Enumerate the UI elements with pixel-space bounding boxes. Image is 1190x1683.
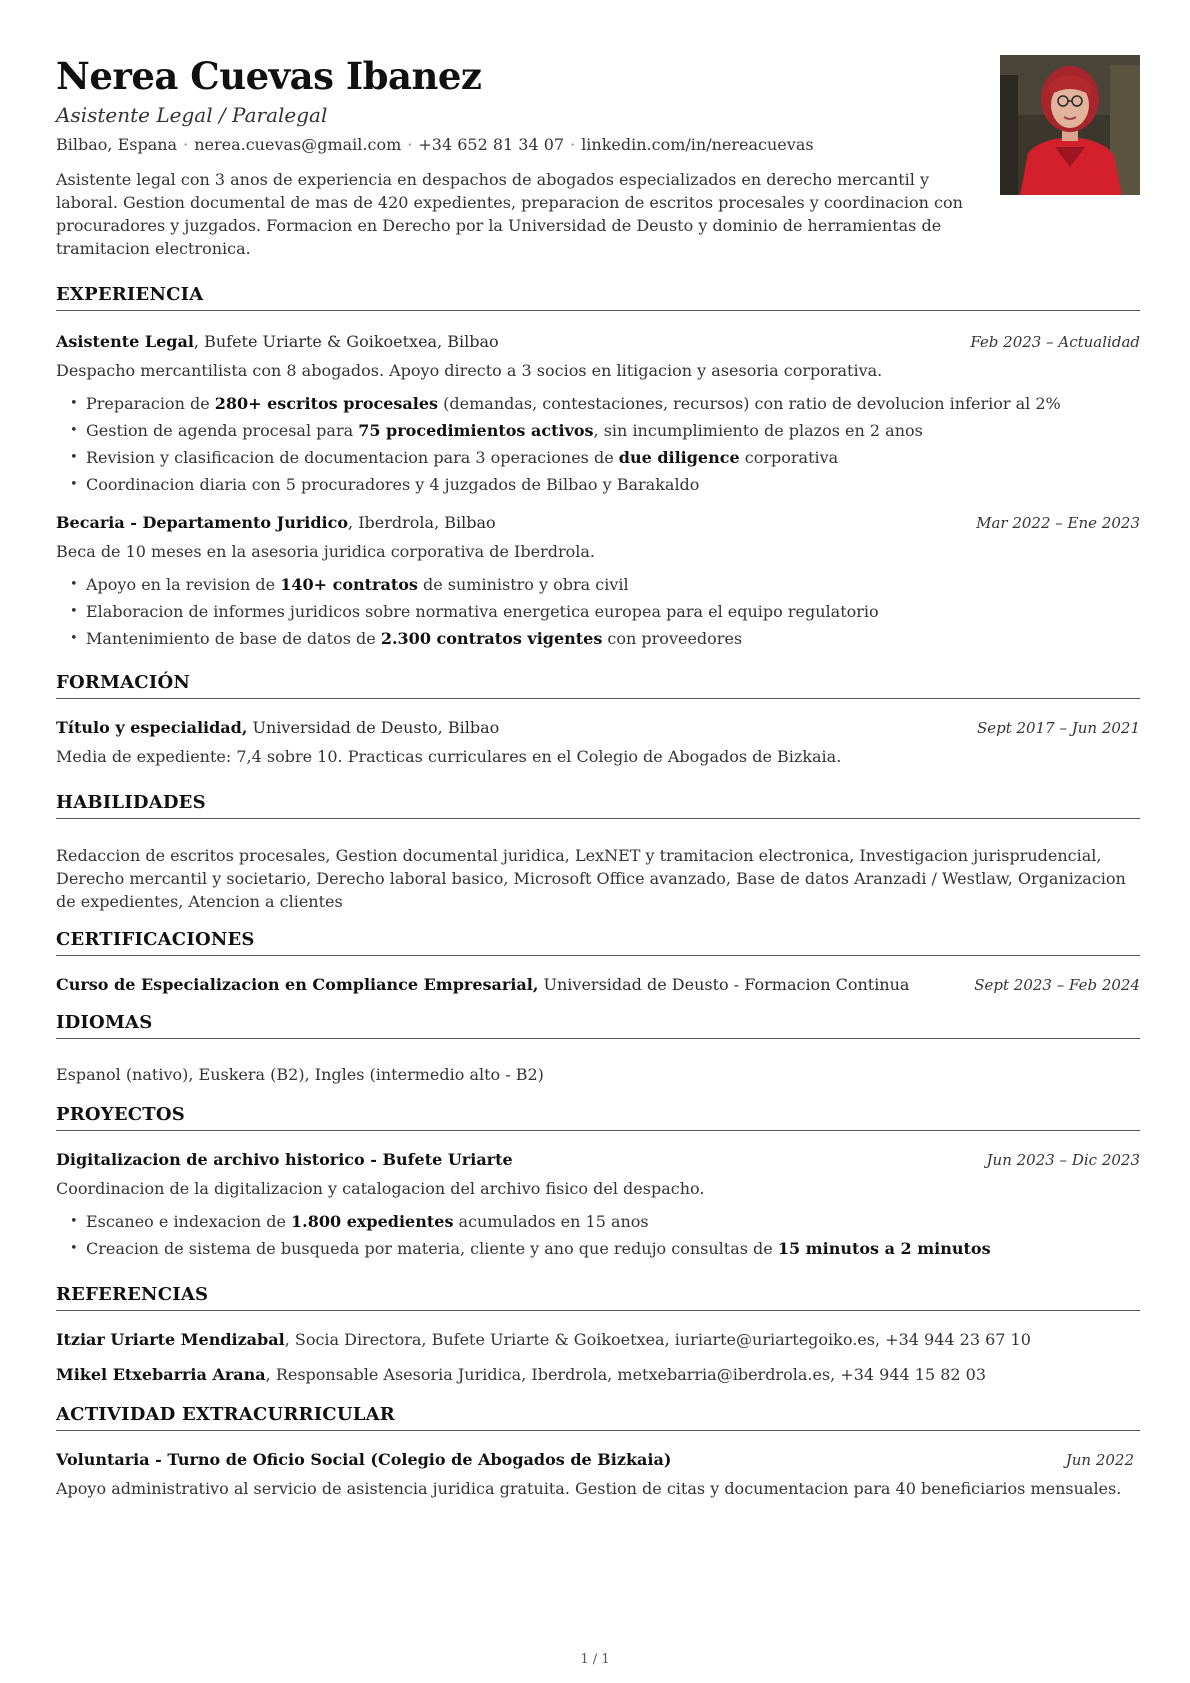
achievement-item: • Apoyo en la revision de 140+ contratos de suministro y obra civil <box>70 571 1140 598</box>
project-name: Digitalizacion de archivo historico - Bufete Uriarte <box>56 1150 513 1169</box>
job-description: Despacho mercantilista con 8 abogados. Apoyo directo a 3 socios en litigacion y asesoria corporativa. <box>56 361 883 380</box>
job-date: Feb 2023 – Actualidad <box>970 333 1140 351</box>
reference-name: Mikel Etxebarria Arana <box>56 1365 266 1384</box>
location-text: Bilbao, Espana <box>56 135 178 154</box>
activity-date: Jun 2022 <box>1065 1451 1134 1469</box>
achievement-item: • Preparacion de 280+ escritos procesales (demandas, contestaciones, recursos) con ratio de devolucion inferior al 2% <box>70 390 1140 417</box>
job-position: Asistente Legal <box>56 332 194 351</box>
job-org: , Iberdrola, Bilbao <box>348 513 496 532</box>
project-description: Coordinacion de la digitalizacion y catalogacion del archivo fisico del despacho. <box>56 1179 705 1198</box>
resume-page <box>56 52 1140 1500</box>
job-description: Beca de 10 meses en la asesoria juridica corporativa de Iberdrola. <box>56 542 595 561</box>
reference-item <box>56 1364 1140 1386</box>
reference-detail: , Responsable Asesoria Juridica, Iberdrola, metxebarria@iberdrola.es, +34 944 15 82 03 <box>265 1365 987 1384</box>
certification-date: Sept 2023 – Feb 2024 <box>974 976 1140 994</box>
section-title-certifications: CERTIFICACIONES <box>56 929 1140 956</box>
achievement-item: • Gestion de agenda procesal para 75 procedimientos activos, sin incumplimiento de plazos en 2 anos <box>70 417 1140 444</box>
reference-name: Itziar Uriarte Mendizabal <box>56 1330 285 1349</box>
experience-item <box>56 512 1140 652</box>
experience-item <box>56 331 1140 498</box>
contact-separator: · <box>183 135 189 154</box>
certification-name: Curso de Especializacion en Compliance Empresarial, <box>56 975 539 994</box>
candidate-role: Asistente Legal / Paralegal <box>56 103 328 127</box>
page-number: 1 / 1 <box>580 1652 610 1667</box>
candidate-name: Nerea Cuevas Ibanez <box>56 54 482 98</box>
education-header <box>56 717 1140 739</box>
experience-header <box>56 512 1140 534</box>
certifications-section <box>56 929 1140 996</box>
contact-separator: · <box>570 135 576 154</box>
profile-photo <box>1000 55 1140 195</box>
education-org: Universidad de Deusto, Bilbao <box>247 718 500 737</box>
project-item <box>56 1149 1140 1262</box>
certification-item <box>56 974 1140 996</box>
languages-list: Espanol (nativo), Euskera (B2), Ingles (intermedio alto - B2) <box>56 1065 544 1084</box>
skills-list: Redaccion de escritos procesales, Gestion documental juridica, LexNET y tramitacion electronica, Investigacion jurisprudencial, Derecho mercantil y societario, Derecho laboral basico, Microsoft Office avanzado, Base de datos Aranzadi / Westlaw, Organizacion de expedientes, Atencion a clientes <box>56 846 1126 911</box>
extracurricular-item <box>56 1449 1140 1500</box>
section-title-skills: HABILIDADES <box>56 792 1140 819</box>
job-org: , Bufete Uriarte & Goikoetxea, Bilbao <box>193 332 499 351</box>
achievement-item: • Coordinacion diaria con 5 procuradores y 4 juzgados de Bilbao y Barakaldo <box>70 471 1140 498</box>
section-title-projects: PROYECTOS <box>56 1104 1140 1131</box>
section-title-languages: IDIOMAS <box>56 1012 1140 1039</box>
project-header <box>56 1149 1140 1171</box>
profile-summary: Asistente legal con 3 anos de experiencia en despachos de abogados especializados en derecho mercantil y laboral. Gestion documental de mas de 420 expedientes, preparacion de escritos procesales y coordinacion con procuradores y juzgados. Formacion en Derecho por la Universidad de Deusto y dominio de herramientas de tramitacion electronica. <box>56 170 963 258</box>
education-date: Sept 2017 – Jun 2021 <box>976 719 1140 737</box>
job-achievements <box>56 571 1140 652</box>
phone-text: +34 652 81 34 07 <box>418 135 565 154</box>
project-date: Jun 2023 – Dic 2023 <box>986 1151 1140 1169</box>
references-section <box>56 1284 1140 1386</box>
education-item <box>56 717 1140 768</box>
experience-header <box>56 331 1140 353</box>
education-description: Media de expediente: 7,4 sobre 10. Practicas curriculares en el Colegio de Abogados de Bizkaia. <box>56 747 842 766</box>
section-title-education: FORMACIÓN <box>56 672 1140 699</box>
job-achievements <box>56 390 1140 498</box>
extracurricular-header <box>56 1449 1140 1471</box>
contact-separator: · <box>407 135 413 154</box>
languages-section <box>56 1012 1140 1086</box>
achievement-item: • Elaboracion de informes juridicos sobre normativa energetica europea para el equipo regulatorio <box>70 598 1140 625</box>
skills-section <box>56 792 1140 913</box>
projects-section <box>56 1104 1140 1262</box>
activity-description: Apoyo administrativo al servicio de asistencia juridica gratuita. Gestion de citas y documentacion para 40 beneficiarios mensuales. <box>56 1479 1122 1498</box>
job-date: Mar 2022 – Ene 2023 <box>976 514 1140 532</box>
resume-header <box>56 52 1140 262</box>
reference-detail: , Socia Directora, Bufete Uriarte & Goikoetxea, iuriarte@uriartegoiko.es, +34 944 23 67 10 <box>284 1330 1031 1349</box>
education-section <box>56 672 1140 768</box>
achievement-item: • Escaneo e indexacion de 1.800 expedientes acumulados en 15 anos <box>70 1208 1140 1235</box>
section-title-references: REFERENCIAS <box>56 1284 1140 1311</box>
reference-item <box>56 1329 1140 1351</box>
certification-org: Universidad de Deusto - Formacion Continua <box>538 975 910 994</box>
achievement-item: • Creacion de sistema de busqueda por materia, cliente y ano que redujo consultas de 15 minutos a 2 minutos <box>70 1235 1140 1262</box>
job-position: Becaria - Departamento Juridico <box>56 513 349 532</box>
email-link[interactable]: nerea.cuevas@gmail.com <box>194 135 402 154</box>
contact-line <box>56 134 1140 156</box>
portrait-image <box>1000 55 1140 195</box>
section-title-experience: EXPERIENCIA <box>56 284 1140 311</box>
degree-title: Título y especialidad, <box>56 718 248 737</box>
project-achievements <box>56 1208 1140 1262</box>
section-title-extracurricular: ACTIVIDAD EXTRACURRICULAR <box>56 1404 1140 1431</box>
linkedin-link[interactable]: linkedin.com/in/nereacuevas <box>581 135 814 154</box>
activity-name: Voluntaria - Turno de Oficio Social (Colegio de Abogados de Bizkaia) <box>56 1450 672 1469</box>
experience-section <box>56 284 1140 652</box>
extracurricular-section <box>56 1404 1140 1500</box>
achievement-item: • Revision y clasificacion de documentacion para 3 operaciones de due diligence corporativa <box>70 444 1140 471</box>
achievement-item: • Mantenimiento de base de datos de 2.300 contratos vigentes con proveedores <box>70 625 1140 652</box>
